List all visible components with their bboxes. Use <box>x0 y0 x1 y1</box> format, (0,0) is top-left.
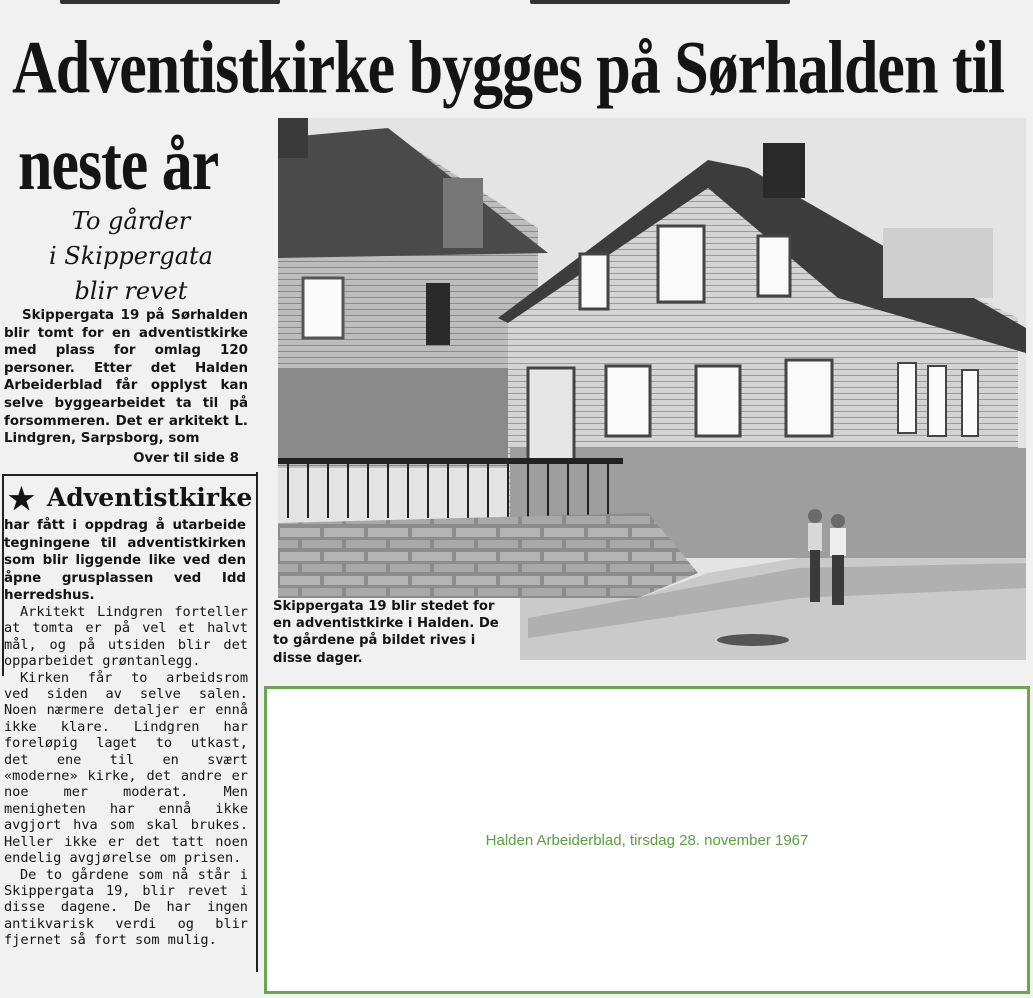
photo-caption: Skippergata 19 blir stedet for en adventistkirke i Halden. De to gårdene på bildet rives i disse dager. <box>270 598 520 670</box>
body-paragraph: Kirken får to arbeidsrom ved siden av selve salen. Noen nærmere detaljer er ennå ikke klare. Lindgren har foreløpig laget to utkast, det ene til en svært «moderne» kirke, det andre er noe mer moderat. Men menigheten har ennå ikke avgjort hva som skal brukes. Heller ikke er det tatt noen endelig avgjørelse om prisen. <box>4 669 248 867</box>
photo-houses <box>278 118 1026 660</box>
source-box <box>264 686 1030 994</box>
continuation-heading <box>8 482 252 517</box>
subheadline-line: blir revet <box>74 277 188 305</box>
subheadline-line: To gårder <box>71 207 191 235</box>
headline-line-1: Adventistkirke bygges på Sørhalden til <box>12 26 1005 110</box>
column-divider <box>256 472 258 972</box>
continued-note: Over til side 8 <box>133 451 239 466</box>
article-body <box>4 604 248 949</box>
star-icon: ★ <box>8 482 35 517</box>
cutoff-header-strip <box>0 0 1033 8</box>
headline-line-2: neste år <box>18 122 219 206</box>
lead-paragraph: Skippergata 19 på Sørhalden blir tomt for en adventistkirke med plass for omlag 120 personer. Etter det Halden Arbeiderblad får opplyst kan selve byggearbeidet ta til på forsommeren. Det er arkitekt L. Lindgren, Sarpsborg, som <box>4 308 248 447</box>
continuation-lead: har fått i oppdrag å utarbeide tegningene til adventistkirken som blir liggende like ved den åpne grusplassen ved Idd herredshus. <box>4 518 246 604</box>
body-paragraph: De to gårdene som nå står i Skippergata 19, blir revet i disse dagene. De har ingen antikvarisk verdi og blir fjernet så fort som mulig. <box>4 866 248 949</box>
article-photo <box>278 118 1026 660</box>
source-citation: Halden Arbeiderblad, tirsdag 28. november 1967 <box>485 831 809 849</box>
column-divider <box>2 474 258 476</box>
body-paragraph: Arkitekt Lindgren forteller at tomta er på vel et halvt mål, og på utsiden blir det opparbeidet grøntanlegg. <box>4 604 248 670</box>
continuation-heading-text: Adventistkirke <box>46 483 253 512</box>
subheadline-line: i Skippergata <box>49 242 213 270</box>
subheadline <box>10 204 252 309</box>
